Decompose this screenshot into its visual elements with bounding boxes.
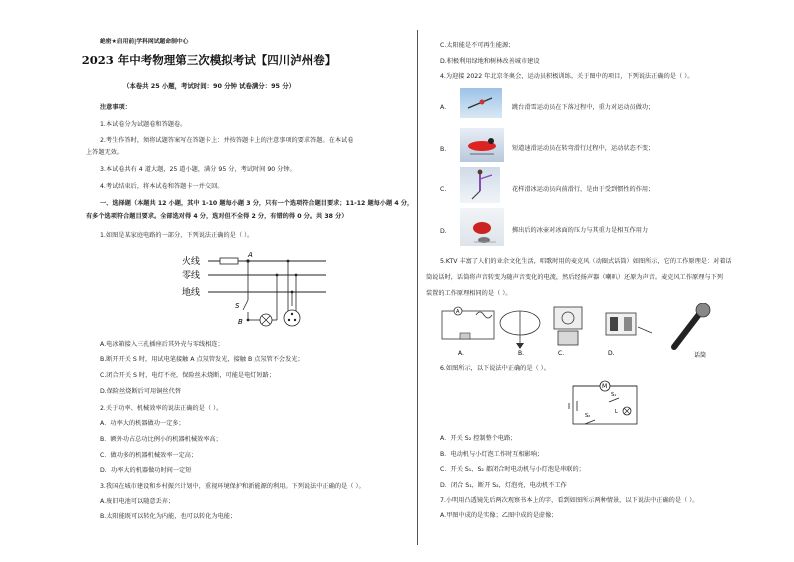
figure-d-label: D. bbox=[608, 350, 615, 357]
q3-option-b: B.太阳能既可以转化为内能，也可以转化为电能； bbox=[100, 513, 237, 520]
figure-a-circuit-icon bbox=[442, 307, 494, 339]
question-4-stem: 4.为迎接 2022 年北京冬奥会，运动员积极训练。关于图中的项目，下列说法正确的是（ ）。 bbox=[440, 73, 694, 80]
q6-option-d: D．闭合 S₁，断开 S₂，灯泡亮，电动机不工作 bbox=[440, 482, 567, 489]
speed-skating-photo bbox=[460, 128, 504, 162]
curling-photo bbox=[460, 208, 504, 246]
exam-subtitle: （本卷共 25 小题，考试时间：90 分钟 试卷满分：95 分） bbox=[122, 82, 295, 90]
figure-skating-photo bbox=[460, 167, 500, 203]
microphone-icon bbox=[674, 303, 710, 347]
switch-s2-label: S₂ bbox=[585, 413, 591, 419]
switch-s2-icon bbox=[585, 420, 595, 424]
note-item: 2.考生作答时，须将试题答案写在答题卡上：并按答题卡上的注意事项的要求答题。在本试卷 bbox=[100, 137, 354, 144]
section-heading: 一、选择题（本题共 12 小题，其中 1-10 题每小题 3 分，只有一个选项符合题目要求；11-12 题每小题 4 分， bbox=[100, 200, 414, 207]
q6-circuit-diagram bbox=[565, 377, 645, 431]
figure-c-label: C. bbox=[558, 350, 565, 357]
ski-jump-photo bbox=[460, 88, 502, 118]
question-5-stem-line: 筒说话时，话筒将声音转变为随声音变化的电流，然后经扬声器（喇叭）还原为声音。麦克风工作原理与下列 bbox=[426, 274, 723, 281]
q1-option-d: D.保险丝烧断后可用铜丝代替 bbox=[100, 388, 181, 395]
q2-option-b: B．额外功占总功比例小的机器机械效率高； bbox=[100, 436, 222, 443]
question-5-stem-line: 装置的工作原理相同的是（ ）。 bbox=[426, 290, 512, 297]
q3-option-a: A.废旧电池可以随意丢弃； bbox=[100, 498, 175, 505]
neutral-wire-label: 零线 bbox=[182, 271, 201, 281]
notes-heading: 注意事项： bbox=[100, 104, 131, 111]
switch-s-label: S bbox=[235, 302, 240, 310]
note-item: 4.考试结束后，将本试卷和答题卡一并交回。 bbox=[100, 183, 224, 190]
live-wire-label: 火线 bbox=[182, 257, 201, 267]
q1-option-b: B.断开开关 S 时，用试电笔接触 A 点氖管发光，接触 B 点氖管不会发光； bbox=[100, 356, 304, 363]
q6-option-a: A．开关 S₂ 控制整个电路； bbox=[440, 435, 517, 442]
ground-wire-label: 地线 bbox=[182, 288, 201, 298]
figure-d-magnet-icon bbox=[606, 313, 652, 335]
q6-option-c: C．开关 S₁、S₂ 都闭合时电动机与小灯泡是串联的； bbox=[440, 466, 585, 473]
q4-letter-c: C. bbox=[440, 186, 447, 193]
q4-letter-a: A. bbox=[440, 104, 447, 111]
column-divider bbox=[417, 30, 418, 545]
figure-b-label: B. bbox=[518, 350, 525, 357]
question-2-stem: 2.关于功率、机械效率的说法正确的是（ ）。 bbox=[100, 405, 223, 412]
q1-option-c: C.闭合开关 S 时，电灯不亮，保险丝未烧断，可能是电灯短路； bbox=[100, 372, 276, 379]
right-column bbox=[420, 0, 794, 562]
q4-letter-d: D. bbox=[440, 228, 447, 235]
question-6-stem: 6.如图所示，以下说法中正确的是（ ）。 bbox=[440, 365, 550, 372]
figure-a-label: A. bbox=[458, 350, 464, 357]
note-item: 3.本试卷共有 4 道大题，25 道小题，满分 95 分，考试时间 90 分钟。 bbox=[100, 166, 296, 173]
three-pin-socket-icon bbox=[284, 310, 300, 326]
q2-option-a: A．功率大的机器做功一定多； bbox=[100, 420, 185, 427]
note-item: 上答题无效。 bbox=[86, 149, 124, 156]
q2-option-c: C．做功多的机器机械效率一定高； bbox=[100, 452, 198, 459]
exam-title: 2023 年中考物理第三次模拟考试【四川泸州卷】 bbox=[81, 53, 337, 67]
figure-b-compass-icon bbox=[500, 311, 540, 349]
section-heading: 有多个选项符合题目要求。全部选对得 4 分，选对但不全得 2 分，有错的得 0 分。共 38 分） bbox=[86, 213, 348, 220]
svg-text:A: A bbox=[456, 309, 460, 315]
q7-option-a: A.甲图中成的是实像；乙图中成的是虚像； bbox=[440, 512, 558, 519]
motor-label: M bbox=[602, 383, 608, 390]
q6-option-b: B．电动机与小灯泡工作时互相影响； bbox=[440, 451, 544, 458]
point-b-label: B bbox=[238, 318, 243, 326]
switch-icon bbox=[243, 300, 248, 310]
bulb-label: L bbox=[615, 409, 618, 415]
q2-option-d: D．功率大的机器做功时间一定短 bbox=[100, 467, 192, 474]
fuse-icon bbox=[220, 258, 238, 264]
microphone-label: 话筒 bbox=[694, 352, 707, 359]
question-5-stem-line: 5.KTV 丰富了人们的业余文化生活，唱歌时用的麦克风（动圈式话筒）如图所示，它的工作原理是：对着话 bbox=[440, 258, 732, 265]
q4-option-a: 跳台滑雪运动员在下落过程中，重力对运动员做功； bbox=[512, 104, 655, 111]
q3-option-c: C.太阳能是不可再生能源； bbox=[440, 42, 515, 49]
note-item: 1.本试卷分为试题卷和答题卷。 bbox=[100, 121, 187, 128]
q4-option-b: 短道速滑运动员在转弯滑行过程中，运动状态不变； bbox=[512, 145, 655, 152]
header-tag: 絶密★启用前|学科网试题命制中心 bbox=[100, 39, 189, 45]
question-3-stem: 3.我国在城市建设和乡村振兴计划中，重视环境保护和新能源的利用。下列说法中正确的是（ ）。 bbox=[100, 483, 365, 490]
q3-option-d: D.积极利用绿地和树林改善城市建设 bbox=[440, 58, 540, 65]
figure-c-motor-icon bbox=[554, 307, 582, 345]
q1-option-a: A.电冰箱接入三孔插座后其外壳与零线相连； bbox=[100, 341, 224, 348]
switch-s1-icon bbox=[609, 398, 619, 402]
question-7-stem: 7.小明用凸透镜先后两次观察书本上的字，看到如图所示两种情景，以下说法中正确的是（ ）。 bbox=[440, 497, 699, 504]
q4-letter-b: B. bbox=[440, 146, 447, 153]
question-1-stem: 1.如图是某家庭电路的一部分，下列说法正确的是（ ）。 bbox=[100, 232, 254, 239]
q4-option-d: 掷出后的冰壶对冰面的压力与其重力是相互作用力 bbox=[512, 227, 649, 234]
home-circuit-diagram bbox=[180, 248, 330, 330]
point-a-label: A bbox=[248, 251, 253, 259]
q5-device-figures bbox=[438, 303, 718, 361]
switch-s1-label: S₁ bbox=[611, 392, 617, 398]
q4-option-c: 花样滑冰运动员向前滑行，是由于受到惯性的作用； bbox=[512, 186, 655, 193]
